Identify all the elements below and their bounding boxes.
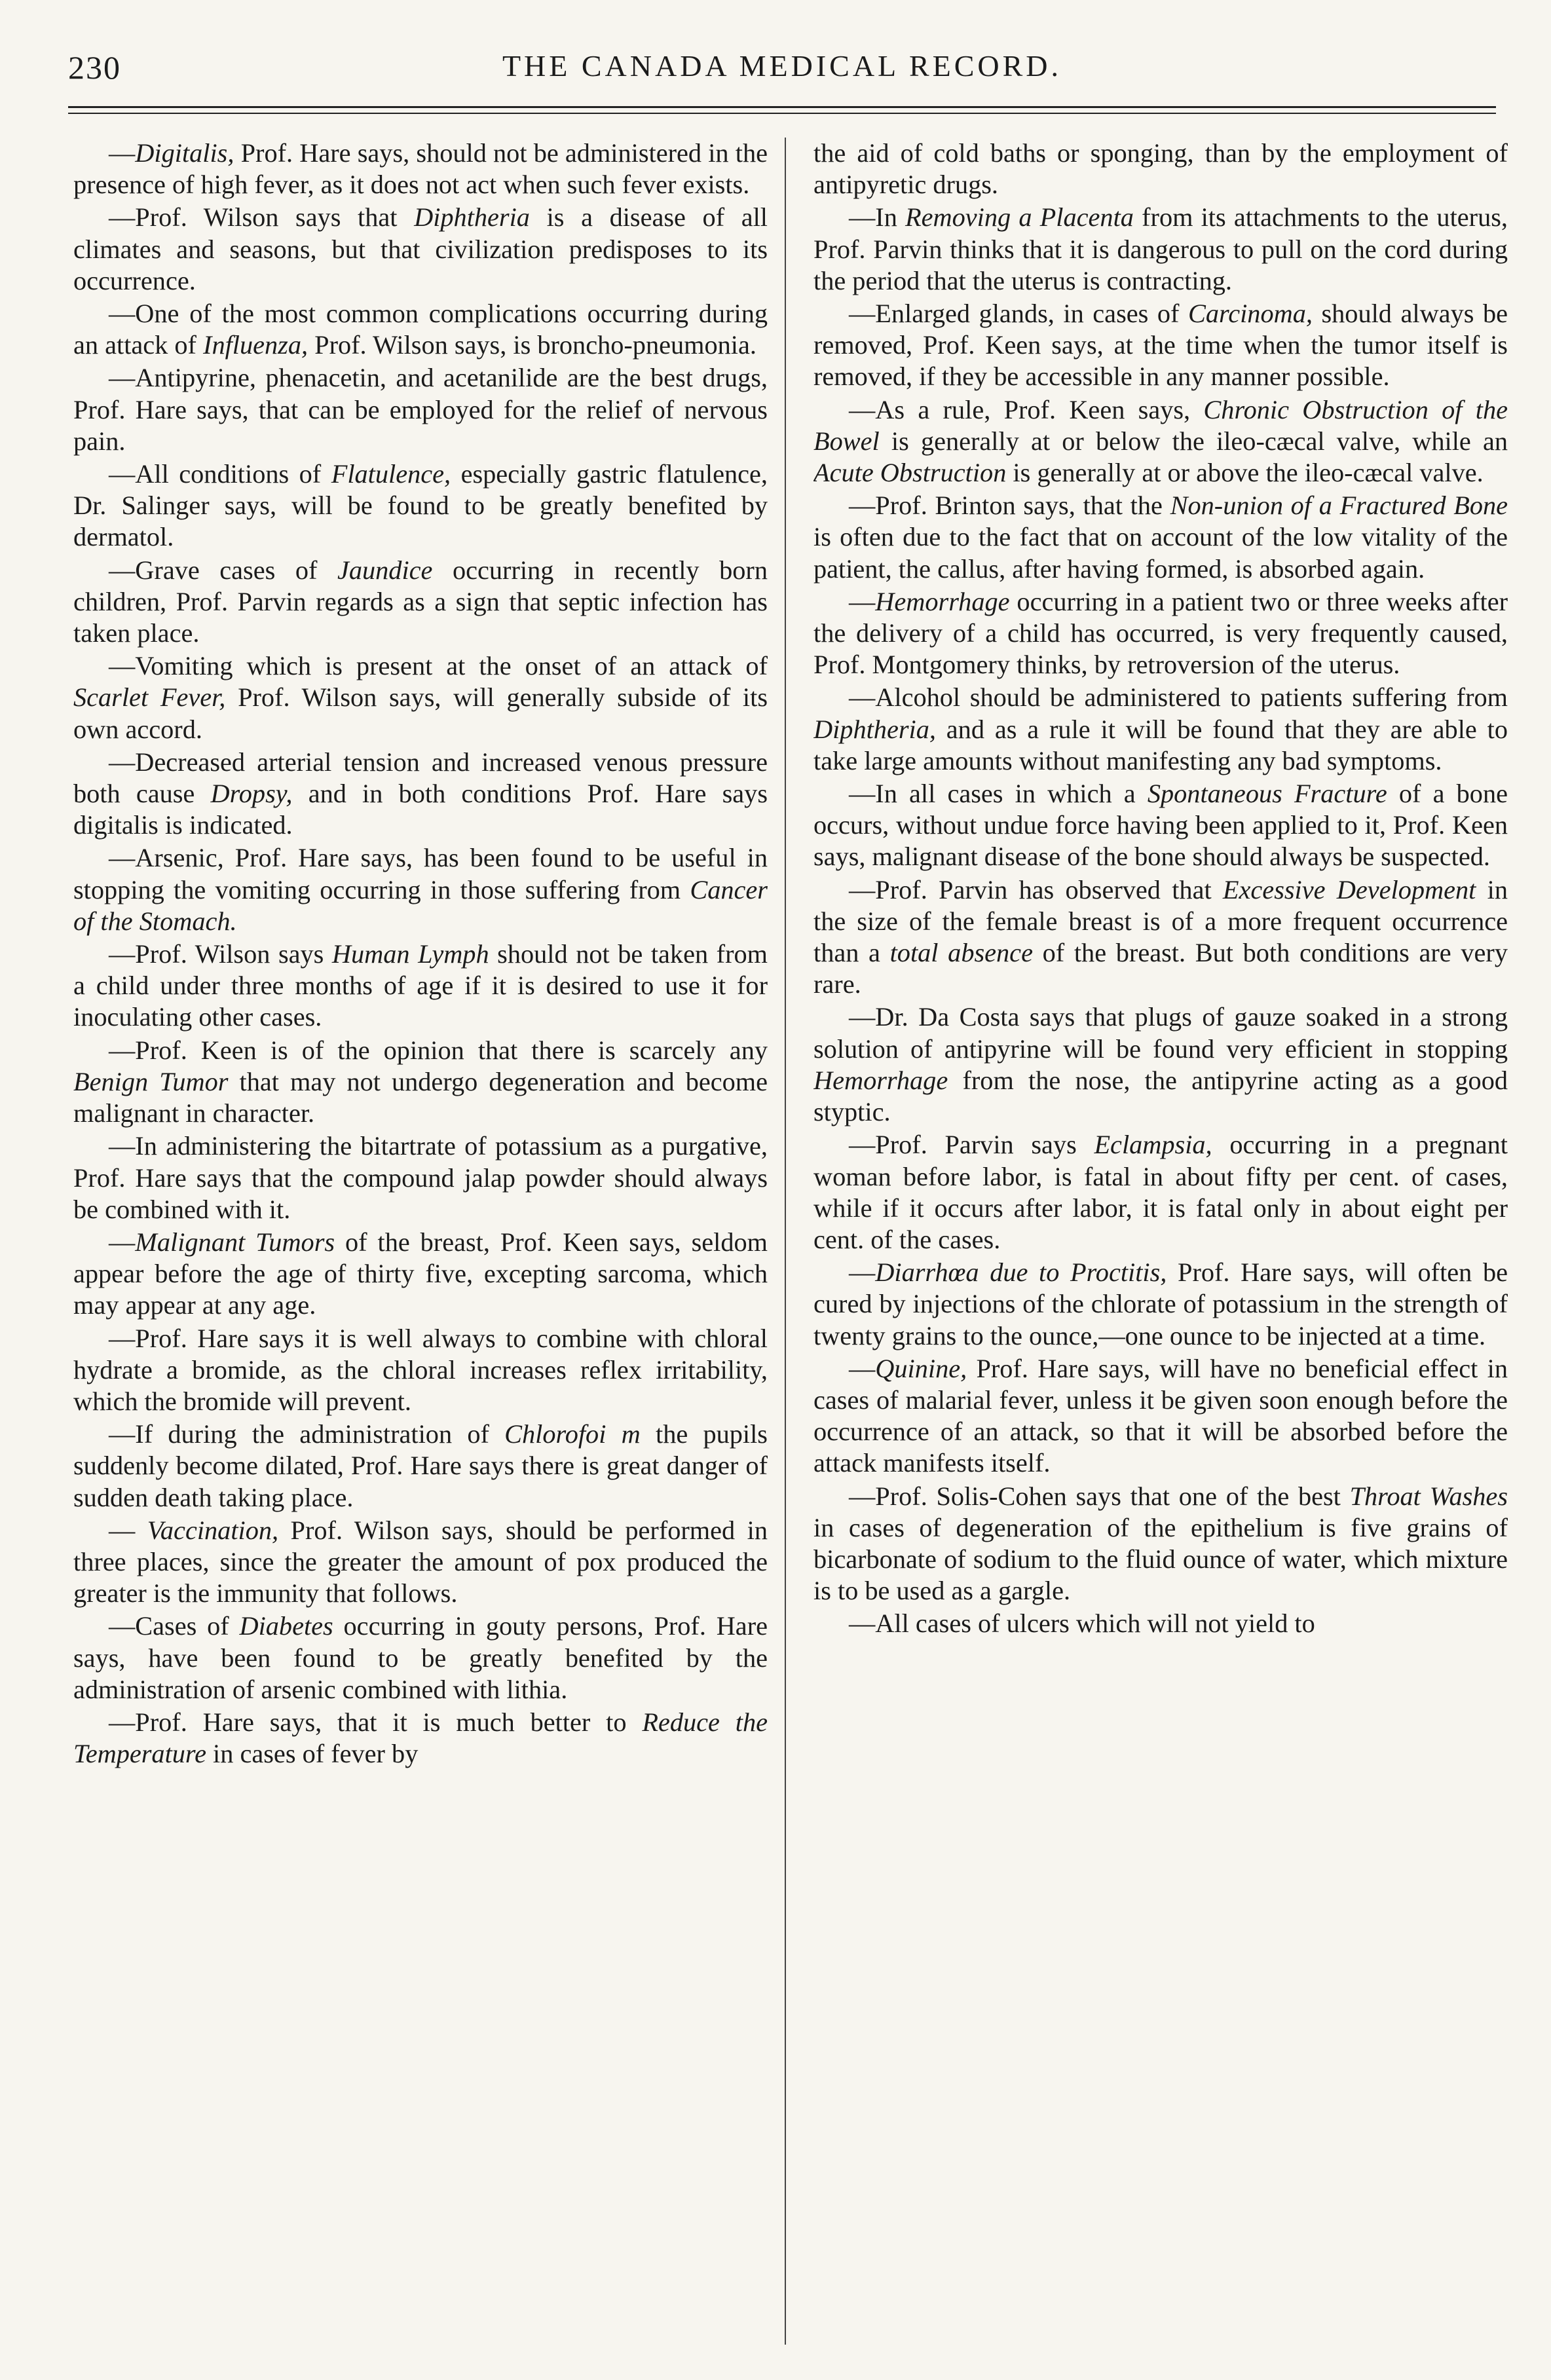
paragraph-text: —Prof. Parvin has observed that <box>849 874 1223 904</box>
paragraph-text: the pupils suddenly become dilated, Prof. Hare says there is great danger of sudden death taking place. <box>73 1419 768 1512</box>
paragraph-text: Prof. Wilson says, is broncho-pneumonia. <box>308 330 757 360</box>
paragraph <box>73 1515 768 1610</box>
paragraph-text: — <box>109 138 136 168</box>
paragraph-text: — <box>109 1515 147 1545</box>
italic-term: Spontaneous Fracture <box>1147 779 1387 809</box>
paragraph <box>813 490 1508 585</box>
paragraph-text: and as a rule it will be found that they are able to take large amounts without manifesting any bad symptoms. <box>813 714 1508 775</box>
paragraph-text: —Prof. Hare says it is well always to combine with chloral hydrate a bromide, as the chloral increases reflex irritability, which the bromide will prevent. <box>73 1323 768 1416</box>
paragraph <box>73 1419 768 1514</box>
paragraph-text: the aid of cold baths or sponging, than by the employment of antipyretic drugs. <box>813 138 1508 200</box>
paragraph <box>73 1610 768 1705</box>
paragraph <box>73 298 768 361</box>
paragraph <box>813 1353 1508 1479</box>
paragraph-text: —One of the most common complications occurring during an attack of <box>73 299 768 360</box>
paragraph-text: —Grave cases of <box>109 555 337 585</box>
italic-term: Acute Obstruction <box>813 458 1007 488</box>
running-title: THE CANADA MEDICAL RECORD. <box>502 49 1062 83</box>
italic-term: Excessive Development <box>1222 874 1476 904</box>
paragraph <box>73 138 768 200</box>
paragraph <box>813 1257 1508 1352</box>
italic-term: Vaccination, <box>147 1515 279 1545</box>
paragraph <box>813 138 1508 200</box>
paragraph <box>73 362 768 457</box>
page-number: 230 <box>68 49 121 86</box>
paragraph-text: occurring in gouty persons, Prof. Hare says, have been found to be greatly benefited by the administration of arsenic combined with lithia. <box>73 1611 768 1704</box>
paragraph <box>813 1481 1508 1607</box>
italic-term: Reduce the Temperature <box>73 1707 768 1769</box>
italic-term: Hemorrhage <box>813 1065 948 1095</box>
paragraph <box>73 1707 768 1770</box>
paragraph-text: especially gastric flatulence, Dr. Salinger says, will be found to be greatly benefited by dermatol. <box>73 459 768 552</box>
paragraph-text: —Prof. Hare says, that it is much better to <box>109 1707 643 1737</box>
paragraph-text: —Arsenic, Prof. Hare says, has been found to be useful in stopping the vomiting occurring in those suffering from <box>73 843 768 904</box>
paragraph-text: —In all cases in which a <box>849 779 1148 809</box>
paragraph <box>813 202 1508 297</box>
italic-term: Diphtheria <box>414 202 530 232</box>
italic-term: Malignant Tumors <box>135 1227 335 1257</box>
page-header <box>68 46 1496 105</box>
paragraph-text: Prof. Wilson says, will generally subside of its own accord. <box>73 682 768 744</box>
paragraph <box>73 202 768 297</box>
paragraph-text: —Enlarged glands, in cases of <box>849 299 1188 329</box>
paragraph-text: — <box>849 1257 876 1288</box>
text-columns <box>68 138 1508 2345</box>
column-divider <box>785 138 786 2345</box>
paragraph-text: —If during the administration of <box>109 1419 505 1449</box>
paragraph-text: of a bone occurs, without undue force having been applied to it, Prof. Keen says, malignant disease of the bone should always be suspected. <box>813 779 1508 872</box>
paragraph <box>813 778 1508 873</box>
paragraph-text: Prof. Hare says, should not be administered in the presence of high fever, as it does not act when such fever exists. <box>73 138 768 200</box>
paragraph <box>813 394 1508 489</box>
paragraph-text: occurring in recently born children, Prof. Parvin regards as a sign that septic infection has taken place. <box>73 555 768 648</box>
italic-term: Non-union of a Fractured Bone <box>1170 491 1508 521</box>
paragraph-text: that may not undergo degeneration and become malignant in character. <box>73 1066 768 1128</box>
paragraph <box>813 1001 1508 1128</box>
paragraph-text: —Prof. Wilson says <box>109 939 332 969</box>
italic-term: Diarrhœa due to Proctitis, <box>875 1257 1167 1288</box>
paragraph <box>73 939 768 1033</box>
italic-term: total absence <box>889 938 1033 968</box>
paragraph <box>813 298 1508 393</box>
italic-term: Throat Washes <box>1349 1481 1508 1511</box>
paragraph <box>813 682 1508 777</box>
italic-term: Hemorrhage <box>875 586 1010 616</box>
paragraph-text: Prof. Hare says, will have no beneficial effect in cases of malarial fever, unless it be given soon enough before the occurrence of an attack, so that it will be absorbed before the attack manifests itself. <box>813 1353 1508 1478</box>
paragraph-text: —As a rule, Prof. Keen says, <box>849 394 1204 424</box>
italic-term: Influenza, <box>203 330 308 360</box>
paragraph-text: is generally at or below the ileo-cæcal valve, while an Acute Obstruction is generally at or above the ileo-cæcal valve. <box>813 426 1508 488</box>
paragraph-text: should not be taken from a child under three months of age if it is desired to use it for inoculating other cases. <box>73 939 768 1032</box>
paragraph-text: in cases of fever by <box>206 1739 419 1769</box>
paragraph-text: —Prof. Wilson says that <box>109 202 415 232</box>
italic-term: Dropsy, <box>210 779 293 809</box>
italic-term: Carcinoma, <box>1188 299 1313 329</box>
paragraph-text: —Dr. Da Costa says that plugs of gauze soaked in a strong solution of antipyrine will be found very efficient in stopping <box>813 1002 1508 1064</box>
paragraph-text: —In <box>849 202 906 232</box>
header-rule-thin <box>68 113 1496 114</box>
italic-term: Digitalis, <box>135 138 234 168</box>
italic-term: Chlorofoi m <box>504 1419 641 1449</box>
right-column <box>813 138 1508 2345</box>
paragraph-text: — <box>849 1353 876 1383</box>
italic-term: Jaundice <box>337 555 433 585</box>
paragraph-text: —Prof. Keen is of the opinion that there is scarcely any <box>109 1035 768 1065</box>
paragraph-text: in cases of degeneration of the epithelium is five grains of bicarbonate of sodium to the fluid ounce of water, which mixture is to be used as a gargle. <box>813 1512 1508 1606</box>
paragraph <box>73 747 768 842</box>
paragraph <box>73 1227 768 1322</box>
paragraph <box>813 586 1508 681</box>
paragraph-text: from its attachments to the uterus, Prof. Parvin thinks that it is dangerous to pull on the cord during the period that the uterus is contracting. <box>813 202 1508 295</box>
paragraph <box>813 874 1508 1001</box>
paragraph-text: —Prof. Brinton says, that the <box>849 491 1170 521</box>
italic-term: Eclampsia, <box>1094 1130 1212 1160</box>
italic-term: Scarlet Fever, <box>73 682 226 713</box>
paragraph-text: —Vomiting which is present at the onset of an attack of <box>109 651 768 681</box>
italic-term: Chronic Obstruction of the Bowel <box>813 394 1508 456</box>
italic-term: Benign Tumor <box>73 1066 229 1096</box>
paragraph-text: — <box>109 1227 136 1257</box>
paragraph-text: —Alcohol should be administered to patients suffering from <box>849 682 1508 713</box>
paragraph-text: —Prof. Solis-Cohen says that one of the best <box>849 1481 1350 1511</box>
italic-term: Quinine, <box>875 1353 967 1383</box>
journal-page <box>68 46 1508 2351</box>
header-rule <box>68 106 1496 108</box>
paragraph-text: —All cases of ulcers which will not yield to <box>849 1608 1315 1639</box>
paragraph-text: —Prof. Parvin says <box>849 1130 1094 1160</box>
paragraph-text: —All conditions of <box>109 459 331 489</box>
paragraph-text: Prof. Hare says, will often be cured by injections of the chlorate of potassium in the strength of twenty grains to the ounce,—one ounce to be injected at a time. <box>813 1257 1508 1350</box>
paragraph <box>73 1130 768 1225</box>
paragraph <box>73 1035 768 1130</box>
paragraph <box>73 650 768 745</box>
italic-term: Diabetes <box>239 1611 333 1641</box>
paragraph-text: is a disease of all climates and seasons, but that civilization predisposes to its occurrence. <box>73 202 768 295</box>
paragraph-text: — <box>849 586 876 616</box>
paragraph <box>73 842 768 937</box>
italic-term: Cancer of the Stomach. <box>73 874 768 936</box>
paragraph <box>73 1323 768 1418</box>
paragraph-text: occurring in a pregnant woman before labor, is fatal in about fifty per cent. of cases, while if it occurs after labor, it is fatal only in about eight per cent. of the cases. <box>813 1130 1508 1254</box>
paragraph-text: occurring in a patient two or three weeks after the delivery of a child has occurred, is very frequently caused, Prof. Montgomery thinks, by retroversion of the uterus. <box>813 586 1508 680</box>
paragraph-text: is often due to the fact that on account of the low vitality of the patient, the callus, after having formed, is absorbed again. <box>813 522 1508 584</box>
paragraph-text: —Decreased arterial tension and increased venous pressure both cause <box>73 747 768 809</box>
paragraph <box>813 1608 1508 1639</box>
italic-term: Removing a Placenta <box>905 202 1134 232</box>
paragraph-text: in the size of the female breast is of a more frequent occurrence than a total absence of the breast. But both conditions are very rare. <box>813 874 1508 999</box>
paragraph-text: of the breast, Prof. Keen says, seldom appear before the age of thirty five, excepting sarcoma, which may appear at any age. <box>73 1227 768 1320</box>
paragraph-text: should always be removed, Prof. Keen says, at the time when the tumor itself is removed, if they be accessible in any manner possible. <box>813 299 1508 392</box>
paragraph-text: Prof. Wilson says, should be performed in three places, since the greater the amount of pox produced the greater is the immunity that follows. <box>73 1515 768 1608</box>
paragraph <box>813 1129 1508 1255</box>
paragraph <box>73 555 768 650</box>
italic-term: Human Lymph <box>331 939 489 969</box>
paragraph <box>73 458 768 553</box>
paragraph-text: from the nose, the antipyrine acting as a good styptic. <box>813 1065 1508 1127</box>
paragraph-text: —Antipyrine, phenacetin, and acetanilide are the best drugs, Prof. Hare says, that can be employed for the relief of nervous pain. <box>73 363 768 456</box>
paragraph-text: —In administering the bitartrate of potassium as a purgative, Prof. Hare says that the compound jalap powder should always be combined with it. <box>73 1131 768 1224</box>
left-column <box>73 138 768 2345</box>
italic-term: Diphtheria, <box>813 714 936 744</box>
italic-term: Flatulence, <box>331 459 451 489</box>
paragraph-text: and in both conditions Prof. Hare says digitalis is indicated. <box>73 779 768 840</box>
paragraph-text: —Cases of <box>109 1611 240 1641</box>
